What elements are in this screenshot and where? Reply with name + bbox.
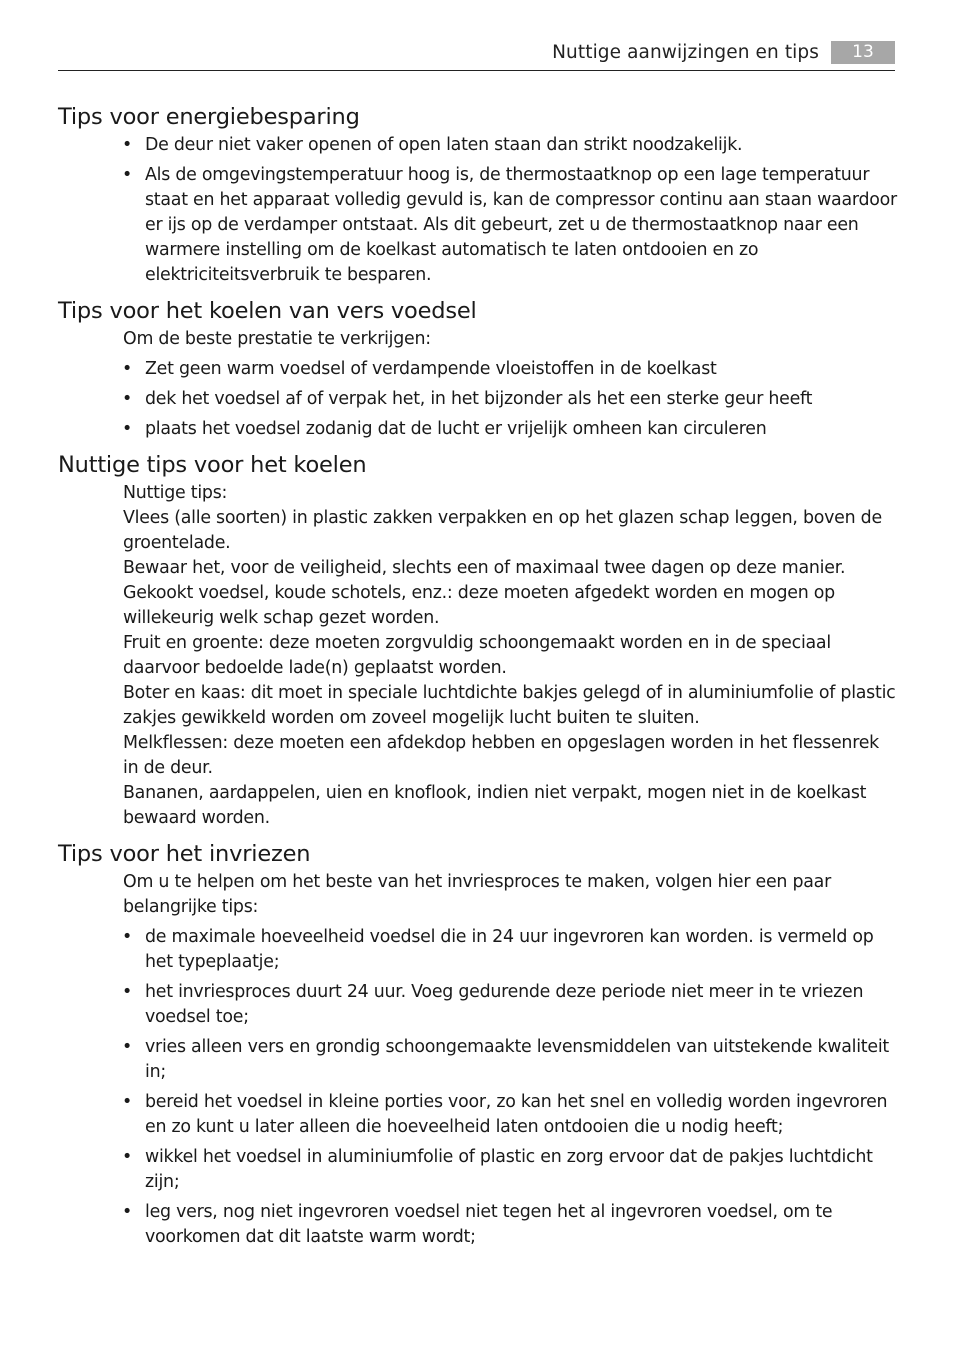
paragraph: Gekookt voedsel, koude schotels, enz.: deze moeten afgedekt worden en mogen op willekeurig welk schap gezet worden. <box>123 583 835 628</box>
bullet-marker: • <box>122 1092 133 1112</box>
bullet-marker: • <box>122 359 133 379</box>
list-item: • Als de omgevingstemperatuur hoog is, de thermostaatknop op een lage temperatuur staat en het apparaat volledig gevuld is, kan de compressor continu aan staan waardoor er ijs op de verdamper ontstaat. Als dit gebeurt, zet u de thermostaatknop naar een warmere instelling om de koelkast automatisch te laten ontdooien en zo elektriciteitsverbruik te besparen. <box>122 165 897 285</box>
bullet-marker: • <box>122 1202 133 1222</box>
page-header <box>58 40 895 71</box>
list-item: • dek het voedsel af of verpak het, in het bijzonder als het een sterke geur heeft <box>58 387 898 412</box>
bullet-list <box>58 357 898 442</box>
bullet-list <box>58 133 898 288</box>
paragraph: Boter en kaas: dit moet in speciale luchtdichte bakjes gelegd of in aluminiumfolie of plastic zakjes gewikkeld worden om zoveel mogelijk lucht buiten te sluiten. <box>123 683 896 728</box>
list-item: • leg vers, nog niet ingevroren voedsel niet tegen het al ingevroren voedsel, om te voorkomen dat dit laatste warm wordt; <box>122 1202 833 1247</box>
section-energy-saving <box>58 102 898 288</box>
bullet-marker: • <box>122 1147 133 1167</box>
page-content <box>58 102 898 1255</box>
bullet-marker: • <box>122 135 133 155</box>
paragraph: Vlees (alle soorten) in plastic zakken verpakken en op het glazen schap leggen, boven de groentelade. <box>123 508 882 553</box>
page-number: 13 <box>831 41 895 64</box>
header-title: Nuttige aanwijzingen en tips <box>552 42 819 63</box>
list-item: • bereid het voedsel in kleine porties voor, zo kan het snel en volledig worden ingevroren en zo kunt u later alleen die hoeveelheid laten ontdooien die u nodig heeft; <box>122 1092 888 1137</box>
bullet-marker: • <box>122 165 133 185</box>
paragraph: Nuttige tips: <box>123 483 228 503</box>
paragraph: Bewaar het, voor de veiligheid, slechts een of maximaal twee dagen op deze manier. <box>123 558 846 578</box>
section-heading: Tips voor het invriezen <box>58 841 311 867</box>
bullet-marker: • <box>122 419 133 439</box>
list-item: • De deur niet vaker openen of open laten staan dan strikt noodzakelijk. <box>58 133 898 158</box>
list-item: • het invriesproces duurt 24 uur. Voeg gedurende deze periode niet meer in te vriezen voedsel toe; <box>122 982 864 1027</box>
list-item: • vries alleen vers en grondig schoongemaakte levensmiddelen van uitstekende kwaliteit in; <box>122 1037 889 1082</box>
section-intro: Om u te helpen om het beste van het invriesproces te maken, volgen hier een paar belangrijke tips: <box>123 872 831 917</box>
list-item: • plaats het voedsel zodanig dat de lucht er vrijelijk omheen kan circuleren <box>58 417 898 442</box>
bullet-marker: • <box>122 927 133 947</box>
list-item: • Zet geen warm voedsel of verdampende vloeistoffen in de koelkast <box>58 357 898 382</box>
section-intro: Om de beste prestatie te verkrijgen: <box>123 329 431 349</box>
section-heading: Tips voor energiebesparing <box>58 104 360 130</box>
paragraph: Bananen, aardappelen, uien en knoflook, indien niet verpakt, mogen niet in de koelkast bewaard worden. <box>123 783 867 828</box>
bullet-marker: • <box>122 389 133 409</box>
list-item: • de maximale hoeveelheid voedsel die in 24 uur ingevroren kan worden. is vermeld op het typeplaatje; <box>122 927 874 972</box>
section-cooling-tips <box>58 450 898 831</box>
section-freezing-tips <box>58 839 898 1250</box>
bullet-list <box>58 925 898 1250</box>
list-item: • wikkel het voedsel in aluminiumfolie of plastic en zorg ervoor dat de pakjes luchtdicht zijn; <box>122 1147 873 1192</box>
section-heading: Nuttige tips voor het koelen <box>58 452 367 478</box>
paragraph: Melkflessen: deze moeten een afdekdop hebben en opgeslagen worden in het flessenrek in de deur. <box>123 733 879 778</box>
section-fresh-food <box>58 296 898 442</box>
bullet-marker: • <box>122 1037 133 1057</box>
section-heading: Tips voor het koelen van vers voedsel <box>58 298 477 324</box>
paragraph: Fruit en groente: deze moeten zorgvuldig schoongemaakt worden en in de speciaal daarvoor bedoelde lade(n) geplaatst worden. <box>123 633 831 678</box>
bullet-marker: • <box>122 982 133 1002</box>
